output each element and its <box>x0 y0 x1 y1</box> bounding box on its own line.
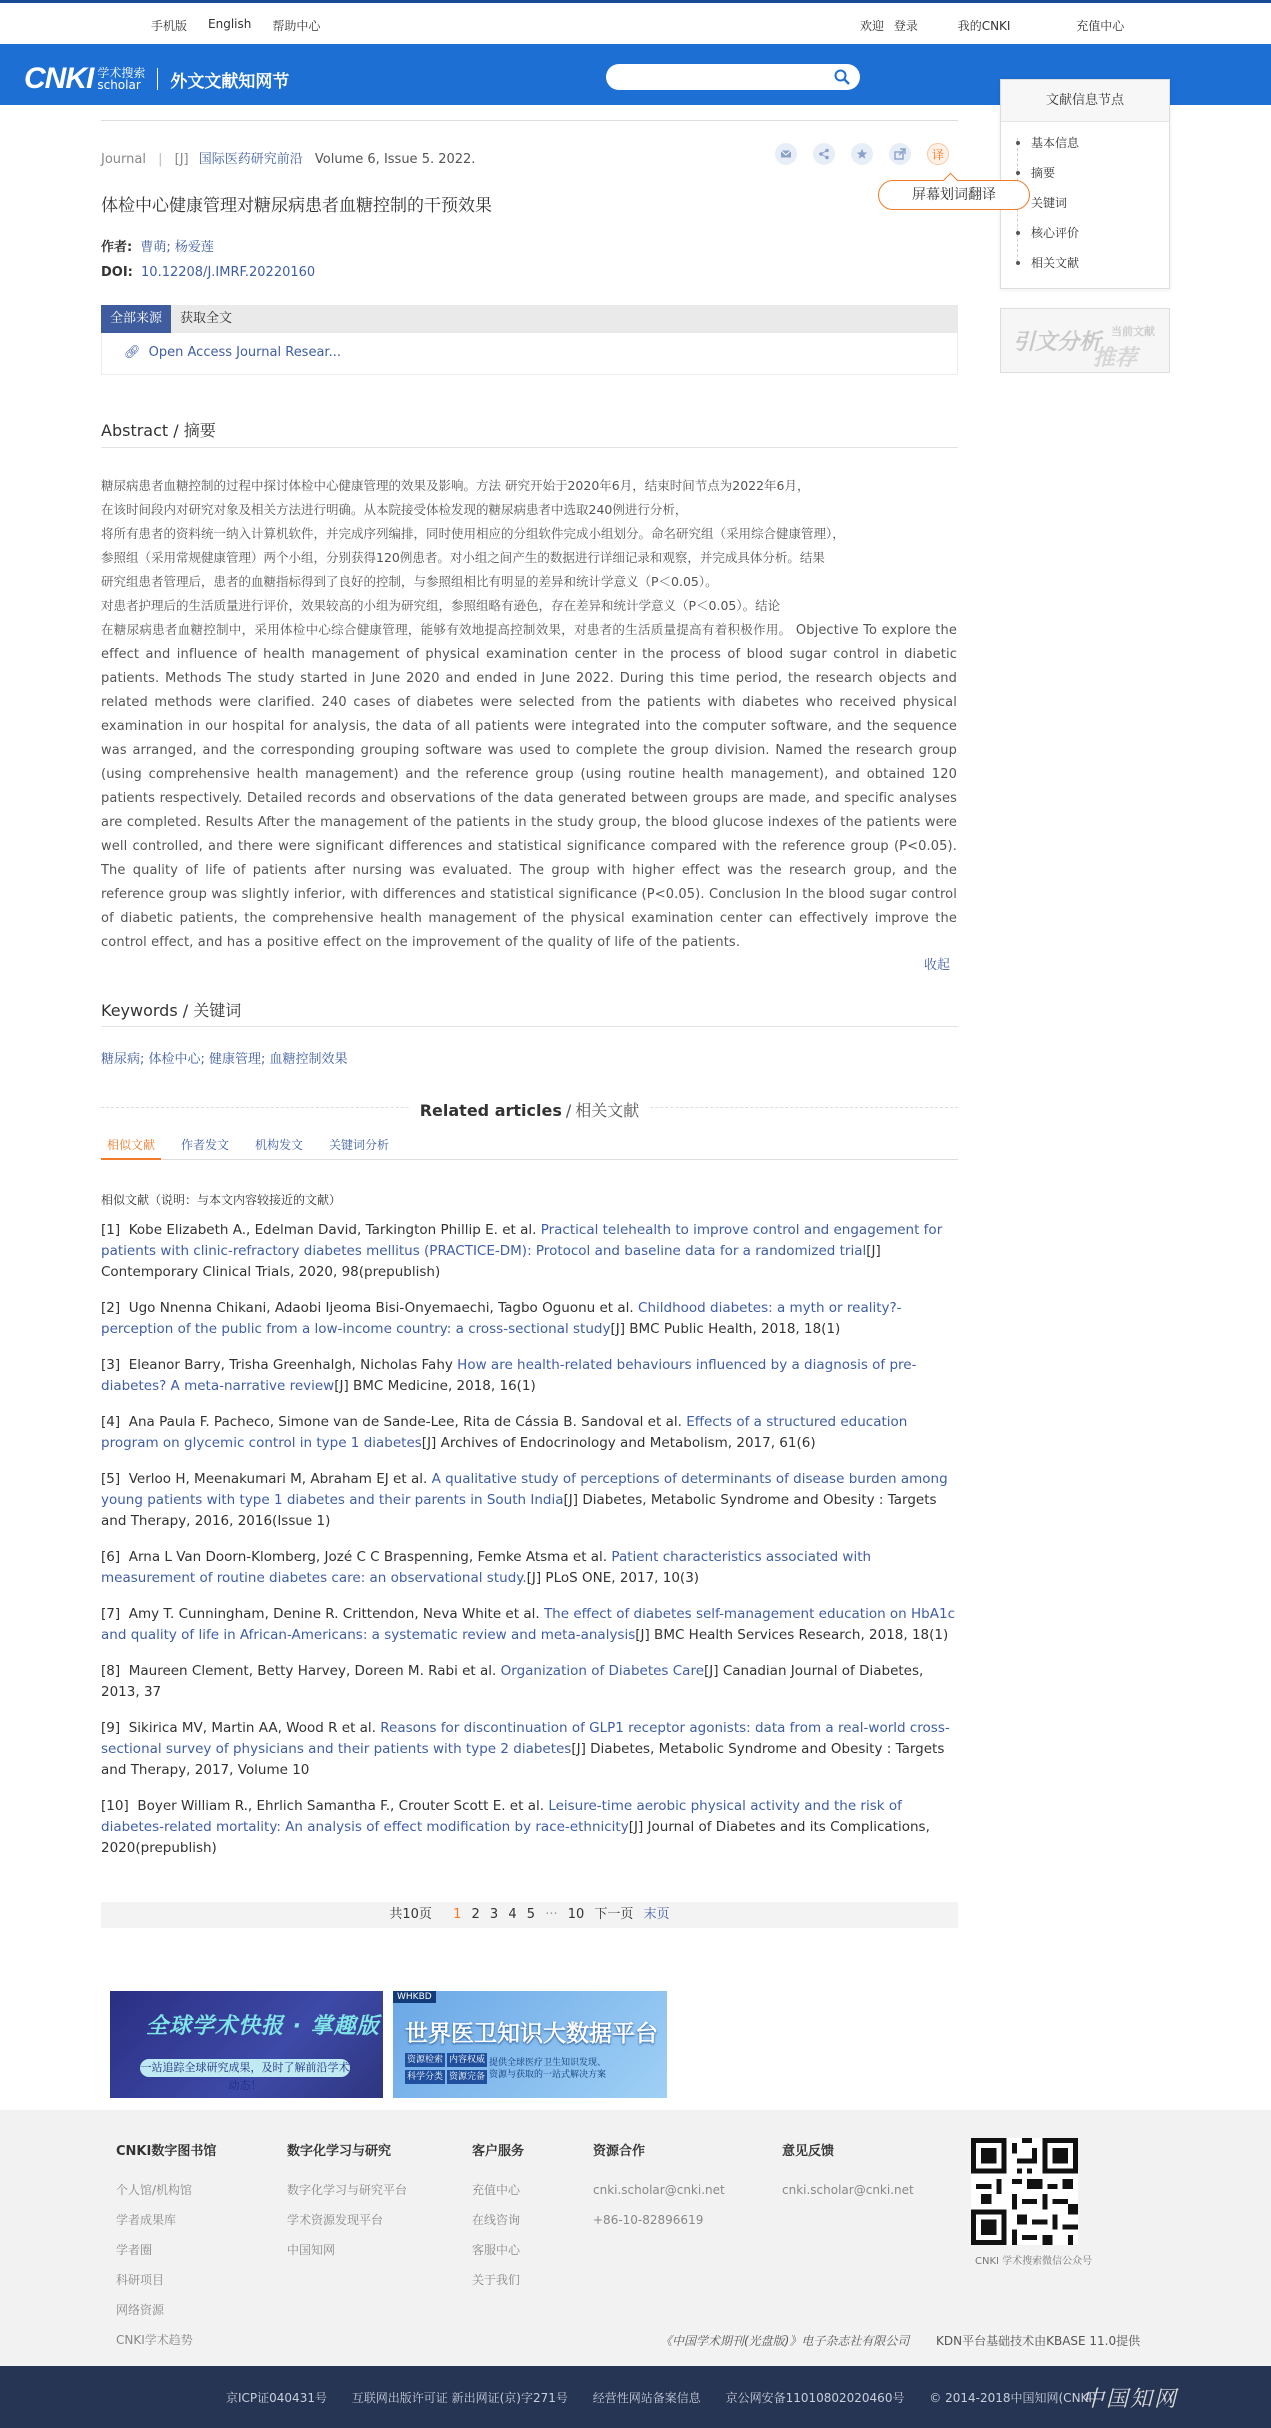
ref-authors: Maureen Clement, Betty Harvey, Doreen M. Rabi et al. <box>128 1663 497 1679</box>
page-1[interactable]: 1 <box>453 1907 462 1922</box>
site-footer <box>0 2110 1271 2366</box>
search-icon[interactable] <box>834 69 850 85</box>
ref-authors: Verloo H, Meenakumari M, Abraham EJ et al. <box>128 1471 428 1487</box>
list-item <box>101 1796 961 1859</box>
email-icon[interactable] <box>775 143 797 165</box>
share-icon[interactable] <box>813 143 835 165</box>
publish-license[interactable]: 互联网出版许可证 新出网证(京)字271号 <box>351 2391 568 2405</box>
footer-link[interactable]: 网络资源 <box>116 2303 165 2317</box>
journal-tag: [J] <box>174 152 189 167</box>
authors-links[interactable]: 曹萌; 杨爱莲 <box>140 240 214 255</box>
related-note: 相似文献（说明：与本文内容较接近的文献） <box>101 1193 342 1207</box>
banner2-desc-line: 提供全球医疗卫生知识发现、 <box>489 2058 607 2068</box>
footer-link[interactable]: 学者成果库 <box>116 2213 177 2227</box>
banner2-desc-line: 资源与获取的一站式解决方案 <box>489 2070 607 2080</box>
footer-link[interactable]: cnki.scholar@cnki.net <box>782 2183 914 2197</box>
top-links-right <box>860 17 1124 34</box>
abstract-en: Objective To explore the effect and influence of health management of physical examination center in the process of blood sugar control in diabetic patients. Methods The study started in June 2020 and ended in June 2022. During this time period, the research objects and related methods were clarified. 240 cases of diabetes were selected from the patients with diabetes who received physical examination in our hospital for analysis, the data of all patients were integrated into the computer software, and the sequence was arranged, and the corresponding grouping software was used to complete the group division. Named the research group (using comprehensive health management) and the reference group (using routine health management), and obtained 120 patients respectively. Detailed records and observations of the data generated between groups are made, and specific analyses are completed. Results After the management of the patients in the study group, the blood glucose indexes of the patients were well controlled, and there were significant differences and statistical significance compared with the reference group (P<0.05). The quality of life of patients after nursing was evaluated. The group with higher effect was the research group, and the reference group was slightly inferior, with differences and statistical significance (P<0.05). Conclusion In the blood sugar control of diabetic patients, the comprehensive health management of the physical examination center can effectively improve the control effect, and has a positive effect on the improvement of the quality of life of the patients. <box>101 623 957 950</box>
wechat-qr-code <box>971 2138 1078 2245</box>
ref-number: [8] <box>101 1663 121 1679</box>
footer-col-title: 客户服务 <box>472 2144 525 2159</box>
banner2-chip: 科学分类 <box>406 2072 443 2082</box>
footer-col-title: 意见反馈 <box>782 2144 835 2159</box>
ref-title-link[interactable]: The effect of diabetes self-management education on HbA1c and quality of life in African-Americans: a systematic review and meta-analysis <box>101 1606 956 1643</box>
footer-link[interactable]: +86-10-82896619 <box>593 2213 704 2227</box>
page-2[interactable]: 2 <box>471 1907 480 1922</box>
ref-source: [J] Journal of Diabetes and its Complications, 2020(prepublish) <box>101 1819 930 1856</box>
next-page[interactable]: 下一页 <box>594 1907 634 1922</box>
doi-label: DOI: <box>101 265 133 280</box>
footer-link[interactable]: 中国知网 <box>287 2243 336 2257</box>
related-heading-en: Related articles <box>410 1101 562 1120</box>
copyright: © 2014-2018中国知网(CNKI) <box>929 2391 1097 2405</box>
keyword-links[interactable]: 糖尿病; 体检中心; 健康管理; 血糖控制效果 <box>101 1052 348 1067</box>
ref-source: [J] BMC Health Services Research, 2018, 18(1) <box>635 1627 949 1643</box>
abstract-cn-line: 在该时间段内对研究对象及相关方法进行明确。从本院接受体检发现的糖尿病患者中选取240例进行分析， <box>101 502 688 517</box>
footer-legal <box>226 2389 1118 2406</box>
site-subtitle: 外文文献知网节 <box>170 71 290 92</box>
journal-link[interactable]: 国际医药研究前沿 <box>198 152 303 167</box>
collapse-link[interactable]: 收起 <box>924 958 951 973</box>
logo-scholar <box>97 67 145 91</box>
top-links-left <box>151 17 320 34</box>
footer-link[interactable]: 个人馆/机构馆 <box>116 2183 193 2197</box>
list-item <box>101 1469 961 1532</box>
site-logo[interactable] <box>24 62 289 96</box>
footer-link[interactable]: 数字化学习与研究平台 <box>287 2183 408 2197</box>
list-item <box>101 1298 961 1340</box>
article-title: 体检中心健康管理对糖尿病患者血糖控制的干预效果 <box>101 196 492 216</box>
ref-authors: Kobe Elizabeth A., Edelman David, Tarkington Phillip E. et al. <box>128 1222 537 1238</box>
logo-sub2: scholar <box>97 78 141 92</box>
nav-abstract[interactable]: 摘要 <box>1017 158 1169 188</box>
keywords-heading <box>101 998 241 1021</box>
abstract-cn-line: 对患者护理后的生活质量进行评价，效果较高的小组为研究组，参照组略有逊色，存在差异和统计学意义（P＜0.05）。结论 <box>101 598 781 613</box>
ref-source: [J] Contemporary Clinical Trials, 2020, 98(prepublish) <box>101 1243 881 1280</box>
abstract-cn-conclusion: 在糖尿病患者血糖控制中，采用体检中心综合健康管理，能够有效地提高控制效果，对患者的生活质量提高有着积极作用。 <box>101 622 792 637</box>
footer-link[interactable]: 客服中心 <box>472 2243 521 2257</box>
ref-authors: Ugo Nnenna Chikani, Adaobi Ijeoma Bisi-Onyemaechi, Tagbo Oguonu et al. <box>128 1300 634 1316</box>
footer-col-service <box>472 2140 524 2295</box>
ad-recommend: 推荐 <box>1093 346 1138 371</box>
recharge-link[interactable]: 充值中心 <box>1076 19 1125 33</box>
help-link[interactable]: 帮助中心 <box>272 19 321 33</box>
ref-authors: Arna L Van Doorn-Klomberg, Jozé C C Braspenning, Femke Atsma et al. <box>128 1549 608 1565</box>
citation-analysis-ad[interactable] <box>1000 308 1170 373</box>
ad-current: 当前文献 <box>1111 325 1155 338</box>
mobile-link[interactable]: 手机版 <box>151 19 188 33</box>
related-heading-cn: 相关文献 <box>575 1101 649 1120</box>
source-link[interactable]: Open Access Journal Resear... <box>148 345 341 360</box>
footer-link[interactable]: CNKI学术趋势 <box>116 2333 193 2347</box>
ref-title-link[interactable]: Patient characteristics associated with measurement of routine diabetes care: an observational study. <box>101 1549 872 1586</box>
link-icon: 🔗︎ <box>124 345 141 360</box>
source-panel <box>101 305 958 375</box>
list-item <box>101 1604 961 1646</box>
tab-get-fulltext[interactable]: 获取全文 <box>180 311 233 326</box>
nav-keywords[interactable]: 关键词 <box>1017 188 1169 218</box>
ref-title-link[interactable]: How are health-related behaviours influenced by a diagnosis of pre-diabetes? A meta-narrative review <box>101 1357 917 1394</box>
footer-col-library <box>116 2140 216 2355</box>
top-bar <box>0 0 1271 44</box>
star-icon[interactable] <box>851 143 873 165</box>
whkbd-banner[interactable] <box>393 1991 667 2098</box>
related-tabs <box>101 1136 958 1160</box>
ref-number: [7] <box>101 1606 121 1622</box>
abstract-heading-en: Abstract <box>101 421 169 440</box>
related-heading-sep: / <box>562 1101 575 1120</box>
ref-source: [J] Canadian Journal of Diabetes, 2013, 37 <box>101 1663 924 1700</box>
footer-link[interactable]: 科研项目 <box>116 2273 165 2287</box>
tab-author-papers[interactable]: 作者发文 <box>181 1138 230 1152</box>
login-link[interactable]: 登录 <box>893 19 918 33</box>
source-body <box>101 333 958 375</box>
ref-title-link[interactable]: Practical telehealth to improve control and engagement for patients with clinic-refractory diabetes mellitus (PRACTICE-DM): Protocol and baseline data for a randomized trial <box>101 1222 943 1259</box>
info-node-title: 文献信息节点 <box>1001 80 1169 122</box>
keywords-heading-sep: / <box>182 1001 189 1020</box>
meta-sep: | <box>158 152 163 167</box>
ref-source: [J] BMC Public Health, 2018, 18(1) <box>610 1321 841 1337</box>
screen-translate-button[interactable]: 屏幕划词翻译 <box>878 180 1030 210</box>
welcome-text: 欢迎 <box>860 19 885 33</box>
abstract-cn-line: 研究组患者管理后，患者的血糖指标得到了良好的控制，与参照组相比有明显的差异和统计学意义（P＜0.05）。 <box>101 574 718 589</box>
list-item <box>101 1718 961 1781</box>
footer-link[interactable]: 充值中心 <box>472 2183 521 2197</box>
ref-authors: Sikirica MV, Martin AA, Wood R et al. <box>128 1720 376 1736</box>
ref-source: [J] Diabetes, Metabolic Syndrome and Obesity : Targets and Therapy, 2017, Volume 10 <box>101 1741 945 1778</box>
ref-authors: Boyer William R., Ehrlich Samantha F., Crouter Scott E. et al. <box>137 1798 545 1814</box>
last-page[interactable]: 末页 <box>643 1907 670 1922</box>
cnki-footer-logo: 中国知网 <box>1082 2387 1179 2412</box>
ref-title-link[interactable]: Reasons for discontinuation of GLP1 receptor agonists: data from a real-world cross-sectional survey of physicians and their patients with type 2 diabetes <box>101 1720 950 1757</box>
export-icon[interactable] <box>889 143 911 165</box>
keywords-divider <box>101 1026 958 1027</box>
ref-number: [4] <box>101 1414 121 1430</box>
ref-title-link[interactable]: Organization of Diabetes Care <box>500 1663 705 1679</box>
banner1-subtitle: 一站追踪全球研究成果，及时了解前沿学术动态！ <box>140 2061 350 2092</box>
article-meta <box>101 148 475 167</box>
ref-number: [3] <box>101 1357 121 1373</box>
doc-type: Journal <box>101 152 146 167</box>
ref-authors: Amy T. Cunningham, Denine R. Crittendon, Neva White et al. <box>128 1606 540 1622</box>
ref-number: [2] <box>101 1300 121 1316</box>
list-item <box>101 1412 961 1454</box>
ad-title: 引文分析 <box>1013 330 1102 355</box>
nav-related[interactable]: 相关文献 <box>1017 248 1169 278</box>
authors-label: 作者: <box>101 240 133 255</box>
ref-authors: Eleanor Barry, Trisha Greenhalgh, Nicholas Fahy <box>128 1357 453 1373</box>
abstract-cn-line: 参照组（采用常规健康管理）两个小组，分别获得120例患者。对小组之间产生的数据进行详细记录和观察，并完成具体分析。结果 <box>101 550 825 565</box>
ref-source: [J] BMC Medicine, 2018, 16(1) <box>334 1378 536 1394</box>
action-icons <box>775 143 949 165</box>
abstract-body <box>101 474 957 955</box>
tab-all-sources[interactable]: 全部来源 <box>101 305 171 333</box>
footer-link[interactable]: 学者圈 <box>116 2243 153 2257</box>
site-record[interactable]: 经营性网站备案信息 <box>592 2391 701 2405</box>
page-total: 共10页 <box>389 1907 432 1922</box>
footer-col-feedback <box>782 2140 914 2205</box>
banner1-title: 全球学术快报 · 掌趣版 <box>146 2014 380 2039</box>
pagination <box>101 1902 958 1928</box>
footer-link[interactable]: 在线咨询 <box>472 2213 521 2227</box>
banner2-tag: WHKBD <box>393 1991 436 2003</box>
abstract-cn-line: 将所有患者的资料统一纳入计算机软件，并完成序列编排，同时使用相应的分组软件完成小组划分。命名研究组（采用综合健康管理）， <box>101 526 845 541</box>
keywords-heading-en: Keywords <box>101 1001 178 1020</box>
related-heading <box>101 1098 958 1121</box>
volume-info: Volume 6, Issue 5. 2022. <box>314 152 476 167</box>
abstract-heading <box>101 418 216 441</box>
footer-col-cooperation <box>593 2140 725 2235</box>
logo-cnki: CNKI <box>24 62 94 95</box>
tab-keyword-analysis[interactable]: 关键词分析 <box>329 1138 390 1152</box>
authors-row <box>101 236 214 255</box>
list-item <box>101 1547 961 1589</box>
list-item <box>101 1355 961 1397</box>
footer-bottom-bar <box>0 2366 1271 2428</box>
scholar-express-banner[interactable] <box>110 1991 383 2098</box>
banner2-chip: 资源检索 <box>406 2055 443 2065</box>
english-link[interactable]: English <box>208 17 252 31</box>
banner2-desc <box>489 2057 606 2081</box>
publisher-name: 《中国学术期刊(光盘版)》电子杂志社有限公司 <box>660 2334 910 2348</box>
doi-row <box>101 265 315 280</box>
ref-number: [10] <box>101 1798 129 1814</box>
page-10[interactable]: 10 <box>567 1907 585 1922</box>
logo-divider <box>157 68 158 90</box>
footer-col-learning <box>287 2140 407 2265</box>
qr-caption: CNKI 学术搜索微信公众号 <box>975 2256 1093 2267</box>
list-item <box>101 1661 961 1703</box>
ref-source: [J] Diabetes, Metabolic Syndrome and Obesity : Targets and Therapy, 2016, 2016(Issue 1) <box>101 1492 937 1529</box>
footer-kdn: KDN平台基础技术由KBASE 11.0提供 <box>936 2334 1141 2348</box>
footer-link[interactable]: cnki.scholar@cnki.net <box>593 2183 725 2197</box>
source-tabs <box>101 305 958 333</box>
ref-number: [6] <box>101 1549 121 1565</box>
keywords-heading-cn: 关键词 <box>193 1001 242 1020</box>
ref-source: [J] Archives of Endocrinology and Metabolism, 2017, 61(6) <box>421 1435 816 1451</box>
reference-list <box>101 1220 961 1874</box>
list-item <box>101 1220 961 1283</box>
footer-col-title: 资源合作 <box>593 2144 646 2159</box>
doi-link[interactable]: 10.12208/J.IMRF.20220160 <box>141 265 316 280</box>
footer-col-title: 数字化学习与研究 <box>287 2144 392 2159</box>
nav-core-evaluation[interactable]: 核心评价 <box>1017 218 1169 248</box>
footer-publisher <box>660 2332 909 2349</box>
abstract-divider <box>101 447 958 448</box>
page-5[interactable]: 5 <box>526 1907 536 1922</box>
translate-icon[interactable]: 译 <box>927 143 949 165</box>
page-4[interactable]: 4 <box>508 1907 517 1922</box>
abstract-heading-cn: 摘要 <box>183 421 216 440</box>
banner2-title: 世界医卫知识大数据平台 <box>405 2021 658 2047</box>
ref-number: [5] <box>101 1471 121 1487</box>
icp-license[interactable]: 京ICP证040431号 <box>226 2391 327 2405</box>
banner2-chip: 内容权威 <box>448 2055 485 2065</box>
ref-title-link[interactable]: Leisure-time aerobic physical activity and the risk of diabetes-related mortality: An analysis of effect modification by race-ethnicity <box>101 1798 902 1835</box>
mycnki-link[interactable]: 我的CNKI <box>957 19 1011 33</box>
search-input[interactable] <box>606 64 860 90</box>
abstract-cn-line: 糖尿病患者血糖控制的过程中探讨体检中心健康管理的效果及影响。方法 研究开始于2020年6月，结束时间节点为2022年6月， <box>101 478 810 493</box>
footer-col-title: CNKI数字图书馆 <box>116 2144 217 2159</box>
footer-link[interactable]: 关于我们 <box>472 2273 521 2287</box>
page-ellipsis: ··· <box>545 1907 558 1922</box>
ref-title-link[interactable]: Childhood diabetes: a myth or reality?-perception of the public from a low-income country: a cross-sectional study <box>101 1300 902 1337</box>
ref-number: [9] <box>101 1720 121 1736</box>
ref-source: [J] PLoS ONE, 2017, 10(3) <box>526 1570 700 1586</box>
ref-authors: Ana Paula F. Pacheco, Simone van de Sande-Lee, Rita de Cássia B. Sandoval et al. <box>128 1414 682 1430</box>
ref-title-link[interactable]: A qualitative study of perceptions of determinants of disease burden among young patients with type 1 diabetes and their parents in South India <box>101 1471 948 1508</box>
footer-link[interactable]: 学术资源发现平台 <box>287 2213 384 2227</box>
nav-basic-info[interactable]: 基本信息 <box>1017 128 1169 158</box>
ref-number: [1] <box>101 1222 121 1238</box>
tab-similar[interactable]: 相似文献 <box>101 1136 161 1160</box>
logo-sub1: 学术搜索 <box>97 66 146 80</box>
banner2-chip: 资源完备 <box>448 2072 485 2082</box>
tab-org-papers[interactable]: 机构发文 <box>255 1138 304 1152</box>
abstract-heading-sep: / <box>173 421 179 440</box>
page-3[interactable]: 3 <box>489 1907 499 1922</box>
police-record[interactable]: 京公网安备11010802020460号 <box>725 2391 905 2405</box>
top-divider <box>101 120 958 121</box>
ref-title-link[interactable]: Effects of a structured education program on glycemic control in type 1 diabetes <box>101 1414 908 1451</box>
